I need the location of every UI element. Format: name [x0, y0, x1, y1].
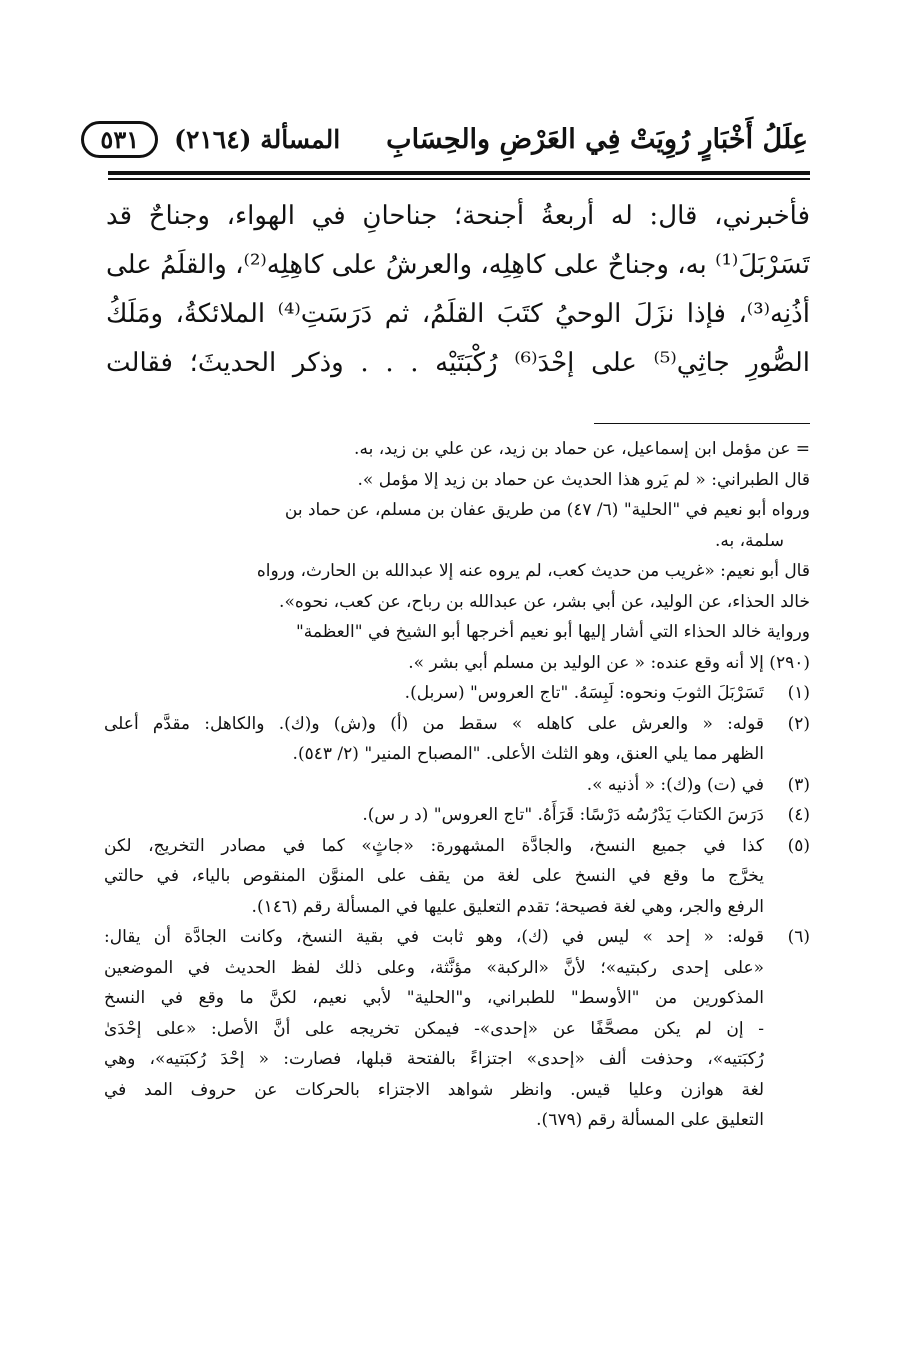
- running-title: عِلَلُ أَخْبَارٍ رُوِيَتْ فِي العَرْضِ والحِسَابِ: [386, 123, 808, 155]
- note-line: ورواه أبو نعيم في "الحلية" (٦/ ٤٧) من طريق عفان بن مسلم، عن حماد بن: [284, 500, 810, 520]
- running-header: [100, 112, 808, 166]
- note-line: سلمة، به.: [715, 530, 784, 551]
- note-line: ورواية خالد الحذاء التي أشار إليها أبو نعيم أخرجها أبو الشيخ في "العظمة": [295, 622, 810, 642]
- footnote-2: [104, 709, 810, 770]
- main-text-line: تَسَرْبَلَ⁽¹⁾ به، وجناحٌ على كاهِلِه، والعرشُ على كاهِلِه⁽²⁾، والقلَمُ على: [106, 250, 810, 280]
- note-line: قوله: « والعرش على كاهله » سقط من (أ) و(ش) و(ك). والكاهل: مقدَّم أعلى: [104, 713, 764, 734]
- footnote-6: [104, 922, 810, 1136]
- page-number: ٥٣١: [81, 121, 158, 158]
- footnotes: [104, 434, 810, 1136]
- note-line: - إن لم يكن مصحَّفًا عن «إحدى»- فيمكن تخريجه على أنَّ الأصل: «على إحْدَىٰ: [104, 1018, 764, 1039]
- footnote-number: (٦): [787, 927, 810, 947]
- footnote-text: [104, 709, 764, 770]
- main-text-line: أذُنِه⁽³⁾، فإذا نزَلَ الوحيُ كتَبَ القلَمُ، ثم دَرَسَتِ⁽⁴⁾ الملائكةُ، ومَلَكُ: [106, 299, 810, 329]
- header-rule-thick: [108, 171, 810, 175]
- footnote-text: [104, 770, 764, 801]
- footnote-number: (١): [787, 683, 810, 703]
- note-line: = عن مؤمل ابن إسماعيل، عن حماد بن زيد، عن علي بن زيد، به.: [354, 439, 810, 459]
- footnote-1: [104, 678, 810, 709]
- note-line: رُكبَتيه»، وحذفت ألف «إحدى» اجتزاءً بالفتحة قبلها، فصارت: « إحْدَ رُكبَتيه»، وهي: [104, 1049, 764, 1069]
- footnote-text: [104, 800, 764, 831]
- footnote-text: [104, 678, 764, 709]
- issue-number: المسألة (٢١٦٤): [174, 124, 341, 154]
- main-text-line: فأخبرني، قال: له أربعةُ أجنحة؛ جناحانِ في الهواء، وجناحٌ قد: [106, 201, 810, 231]
- note-line: دَرَسَ الكتابَ يَدْرُسُه دَرْسًا: قَرَأَهُ. "تاج العروس" (د ر س).: [362, 805, 764, 825]
- note-line: خالد الحذاء، عن الوليد، عن أبي بشر، عن عبدالله بن رباح، عن كعب، نحوه».: [279, 591, 810, 612]
- footnote-number: (٥): [787, 835, 810, 856]
- footnote-number: (٣): [787, 774, 810, 795]
- footnote-number: (٢): [787, 713, 810, 734]
- footnote-number: (٤): [787, 805, 810, 825]
- footnote-5: [104, 831, 810, 923]
- note-line: كذا في جميع النسخ، والجادَّة المشهورة: «جاثٍ» كما في مصادر التخريج، لكن: [104, 835, 764, 856]
- main-text: [106, 192, 810, 388]
- note-line: في (ت) و(ك): « أذنيه ».: [586, 774, 764, 795]
- note-line: يخرَّج ما وقع في النسخ على لغة من يقف على المنوَّن المنقوص بالياء، في حالتي: [104, 866, 764, 886]
- note-line: قوله: « إحد » ليس في (ك)، وهو ثابت في بقية النسخ، وكانت الجادَّة أن يقال:: [104, 927, 764, 947]
- footnote-text: [104, 922, 764, 1136]
- footnote-separator: [594, 423, 810, 424]
- header-rule-thin: [108, 178, 810, 180]
- note-line: (٢٩٠) إلا أنه وقع عنده: « عن الوليد بن مسلم أبي بشر ».: [408, 652, 810, 673]
- continued-note: [104, 434, 810, 678]
- footnote-3: [104, 770, 810, 801]
- note-line: «على إحدى ركبتيه»؛ لأنَّ «الركبة» مؤنَّثة، وعلى ذلك لفظ الحديث في الموضعين: [104, 957, 764, 978]
- note-line: التعليق على المسألة رقم (٦٧٩).: [536, 1110, 764, 1130]
- note-line: لغة هوازن وعليا قيس. وانظر شواهد الاجتزاء بالحركات عن حروف المد في: [104, 1079, 764, 1100]
- note-line: المذكورين من "الأوسط" للطبراني، و"الحلية" لأبي نعيم، لكنَّ ما وقع في النسخ: [104, 988, 764, 1008]
- main-text-line: الصُّورِ جاثِي⁽⁵⁾ على إحْدَ⁽⁶⁾ رُكْبَتَيْه . . . وذكر الحديثَ؛ فقالت: [106, 348, 810, 378]
- note-line: قال أبو نعيم: «غريب من حديث كعب، لم يروه عنه إلا عبدالله بن الحارث، ورواه: [256, 561, 810, 581]
- note-line: الرفع والجر، وهي لغة فصيحة؛ تقدم التعليق عليها في المسألة رقم (١٤٦).: [251, 896, 764, 917]
- footnote-4: [104, 800, 810, 831]
- note-line: تَسَرْبَلَ الثوبَ ونحوه: لَبِسَهُ. "تاج العروس" (سربل).: [404, 683, 764, 703]
- footnote-text: [104, 831, 764, 923]
- note-line: قال الطبراني: « لم يَرو هذا الحديث عن حماد بن زيد إلا مؤمل ».: [357, 469, 810, 490]
- note-line: الظهر مما يلي العنق، وهو الثلث الأعلى. "المصباح المنير" (٢/ ٥٤٣).: [292, 744, 764, 764]
